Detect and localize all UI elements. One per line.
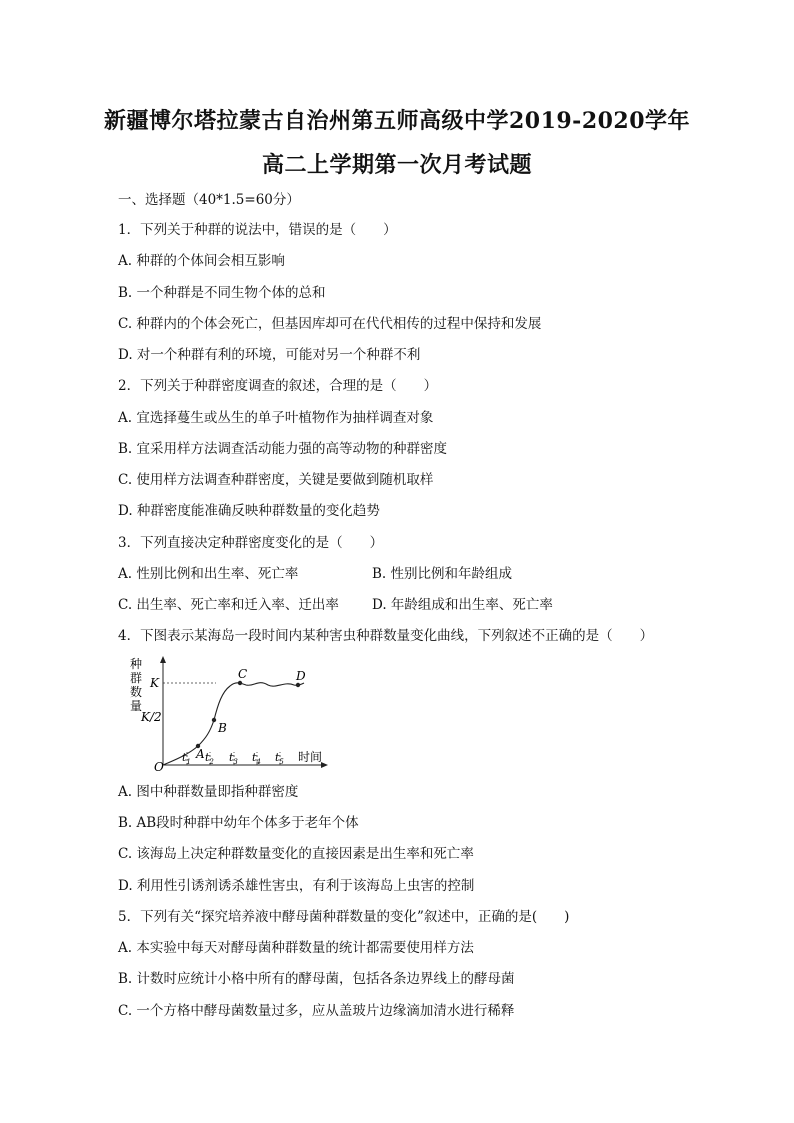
y-axis-label-char-4: 量 — [130, 699, 143, 713]
q1-option-b: B. 一个种群是不同生物个体的总和 — [118, 285, 326, 301]
q1-option-a: A. 种群的个体间会相互影响 — [118, 253, 285, 269]
q4-stem: 4．下图表示某海岛一段时间内某种害虫种群数量变化曲线，下列叙述不正确的是（ ） — [118, 628, 654, 644]
q4-option-b: B. AB段时种群中幼年个体多于老年个体 — [118, 815, 359, 831]
y-axis-arrow — [160, 656, 166, 663]
y-axis-label-char-2: 群 — [130, 671, 143, 685]
point-a-label: A — [196, 747, 205, 761]
k-half-label: K/2 — [141, 710, 162, 724]
q1-stem: 1．下列关于种群的说法中，错误的是（ ） — [118, 222, 397, 238]
q5-option-c: C. 一个方格中酵母菌数量过多，应从盖玻片边缘滴加清水进行稀释 — [118, 1003, 515, 1019]
x-axis-arrow — [321, 762, 328, 768]
t3-label: $t_3$ — [229, 751, 238, 766]
title-line-2: 高二上学期第一次月考试题 — [261, 152, 532, 178]
q3-option-c: C. 出生率、死亡率和迁入率、迁出率 — [118, 597, 339, 613]
section-heading: 一、选择题（40*1.5=60分） — [118, 192, 300, 208]
q3-option-d: D. 年龄组成和出生率、死亡率 — [372, 597, 553, 613]
t1-label: $t_1$ — [182, 751, 191, 766]
q1-option-c: C. 种群内的个体会死亡，但基因库却可在代代相传的过程中保持和发展 — [118, 316, 542, 332]
q1-option-d: D. 对一个种群有利的环境，可能对另一个种群不利 — [118, 347, 421, 363]
t2-label: $t_2$ — [205, 751, 214, 766]
q4-option-d: D. 利用性引诱剂诱杀雄性害虫，有利于该海岛上虫害的控制 — [118, 878, 475, 894]
q3-option-b: B. 性别比例和年龄组成 — [372, 566, 513, 582]
x-axis-label: 时间 — [298, 750, 323, 764]
q5-option-b: B. 计数时应统计小格中所有的酵母菌，包括各条边界线上的酵母菌 — [118, 971, 515, 987]
q4-option-c: C. 该海岛上决定种群数量变化的直接因素是出生率和死亡率 — [118, 846, 474, 862]
q2-option-c: C. 使用样方法调查种群密度，关键是要做到随机取样 — [118, 472, 434, 488]
t4-label: $t_4$ — [252, 751, 261, 766]
title-line-1: 新疆博尔塔拉蒙古自治州第五师高级中学2019-2020学年 — [103, 108, 691, 134]
q4-option-a: A. 图中种群数量即指种群密度 — [118, 784, 299, 800]
q2-option-b: B. 宜采用样方法调查活动能力强的高等动物的种群密度 — [118, 441, 448, 457]
k-label: K — [150, 676, 159, 690]
q2-stem: 2．下列关于种群密度调查的叙述，合理的是（ ） — [118, 378, 438, 394]
point-b-dot — [212, 718, 216, 722]
q2-option-d: D. 种群密度能准确反映种群数量的变化趋势 — [118, 503, 380, 519]
q5-option-a: A. 本实验中每天对酵母菌种群数量的统计都需要使用样方法 — [118, 940, 474, 956]
q2-option-a: A. 宜选择蔓生或丛生的单子叶植物作为抽样调查对象 — [118, 410, 434, 426]
origin-label: O — [154, 760, 164, 772]
point-d-label: D — [296, 669, 306, 683]
point-b-label: B — [218, 721, 227, 735]
point-c-label: C — [238, 667, 248, 681]
q3-stem: 3．下列直接决定种群密度变化的是（ ） — [118, 535, 384, 551]
q5-stem: 5．下列有关“探究培养液中酵母菌种群数量的变化”叙述中，正确的是( ) — [118, 909, 570, 925]
point-c-dot — [238, 681, 242, 685]
y-axis-label-char-3: 数 — [130, 685, 143, 699]
q3-option-a: A. 性别比例和出生率、死亡率 — [118, 566, 299, 582]
t5-label: $t_5$ — [275, 751, 284, 766]
y-axis-label-char-1: 种 — [130, 657, 143, 671]
population-growth-graph — [118, 654, 333, 772]
point-d-dot — [296, 683, 300, 687]
